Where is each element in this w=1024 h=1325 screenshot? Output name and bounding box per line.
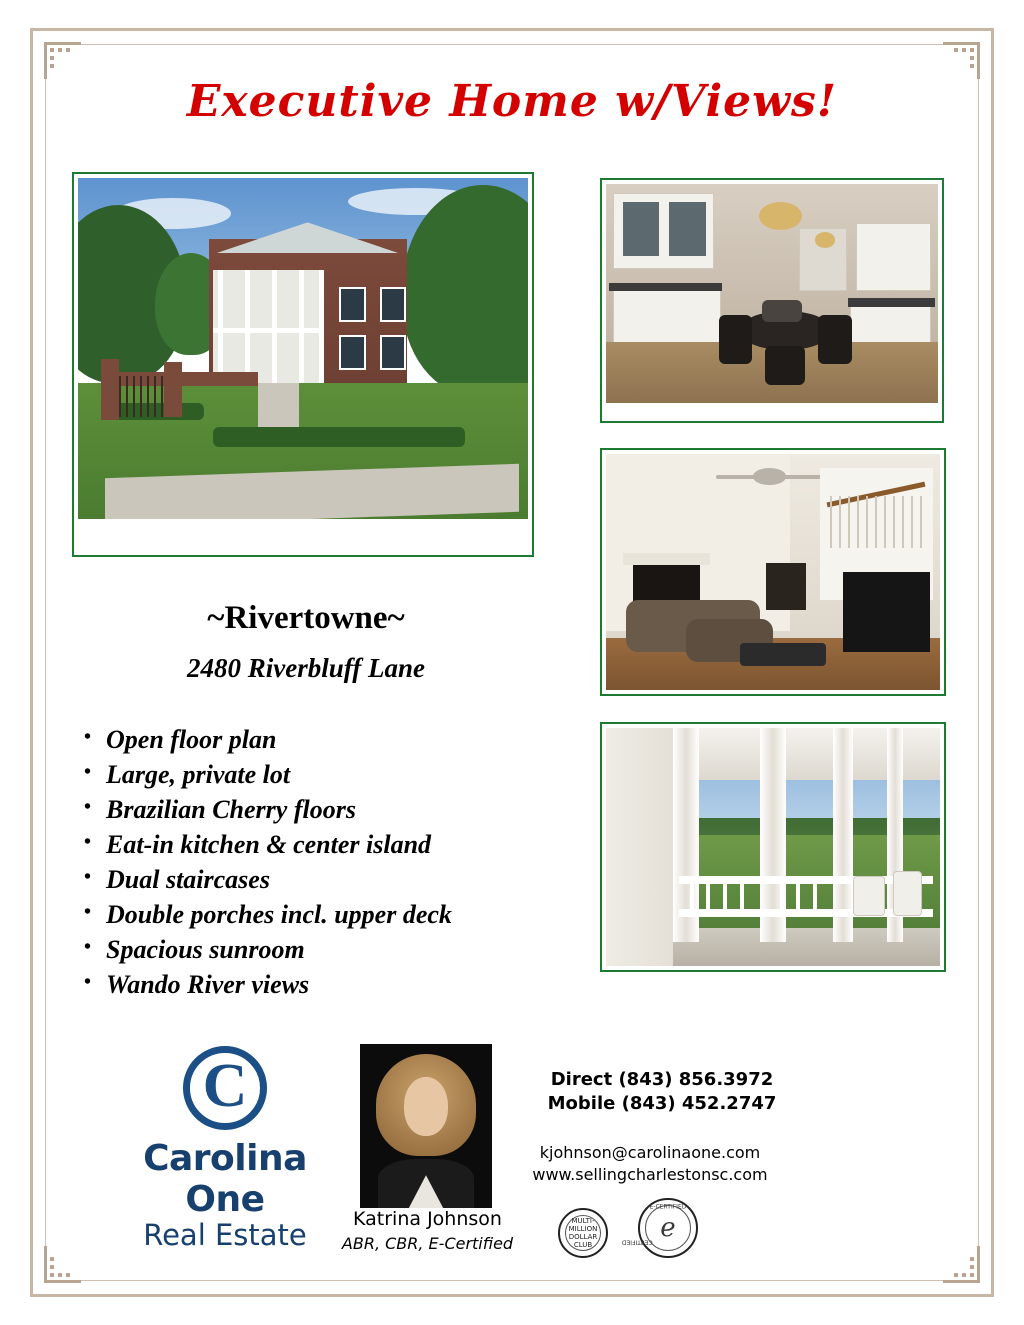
list-item: • Wando River views bbox=[106, 967, 606, 1002]
corner-dots-top-left bbox=[50, 48, 76, 74]
brand-name-line2: Real Estate bbox=[143, 1218, 307, 1252]
list-item: • Eat-in kitchen & center island bbox=[106, 827, 606, 862]
avatar bbox=[360, 1044, 492, 1208]
carolina-one-c-icon bbox=[183, 1046, 267, 1130]
list-item: • Spacious sunroom bbox=[106, 932, 606, 967]
property-address: 2480 Riverbluff Lane bbox=[187, 653, 425, 683]
brokerage-logo bbox=[110, 1046, 340, 1252]
list-item: • Dual staircases bbox=[106, 862, 606, 897]
agent-phones bbox=[512, 1068, 812, 1116]
multi-million-dollar-club-badge-icon bbox=[558, 1208, 608, 1258]
agent-credentials: ABR, CBR, E-Certified bbox=[341, 1234, 514, 1253]
photo-exterior-front bbox=[72, 172, 534, 557]
badge-letter: e bbox=[660, 1213, 676, 1243]
agent-direct-phone: Direct (843) 856.3972 bbox=[550, 1069, 774, 1090]
agent-web-contact bbox=[500, 1142, 800, 1186]
badge-line1: MULTI-MILLION bbox=[568, 1217, 598, 1233]
list-item: • Open floor plan bbox=[106, 722, 606, 757]
subdivision-name: ~Rivertowne~ bbox=[207, 600, 405, 636]
corner-dots-bottom-left bbox=[50, 1251, 76, 1277]
feature-list bbox=[60, 722, 606, 1002]
corner-dots-top-right bbox=[948, 48, 974, 74]
photo-covered-porch bbox=[600, 722, 946, 972]
corner-dots-bottom-right bbox=[948, 1251, 974, 1277]
photo-kitchen-dining bbox=[600, 178, 944, 423]
list-item: • Brazilian Cherry floors bbox=[106, 792, 606, 827]
e-certified-badge-icon bbox=[621, 1198, 698, 1258]
agent-mobile-phone: Mobile (843) 452.2747 bbox=[547, 1093, 777, 1114]
brand-name-line1: Carolina One bbox=[143, 1138, 307, 1220]
agent-website[interactable]: www.sellingcharlestonsc.com bbox=[532, 1165, 768, 1184]
photo-living-room bbox=[600, 448, 946, 696]
badge-ring-top: E-CERTIFIED bbox=[649, 1203, 687, 1211]
agent-email[interactable]: kjohnson@carolinaone.com bbox=[539, 1143, 761, 1162]
badge-ring-bottom: CERTIFIED bbox=[621, 1238, 653, 1246]
agent-name: Katrina Johnson bbox=[353, 1208, 502, 1230]
list-item: • Large, private lot bbox=[106, 757, 606, 792]
list-item: • Double porches incl. upper deck bbox=[106, 897, 606, 932]
badge-line2: DOLLAR CLUB bbox=[568, 1233, 598, 1249]
page-title: Executive Home w/Views! bbox=[186, 76, 838, 127]
